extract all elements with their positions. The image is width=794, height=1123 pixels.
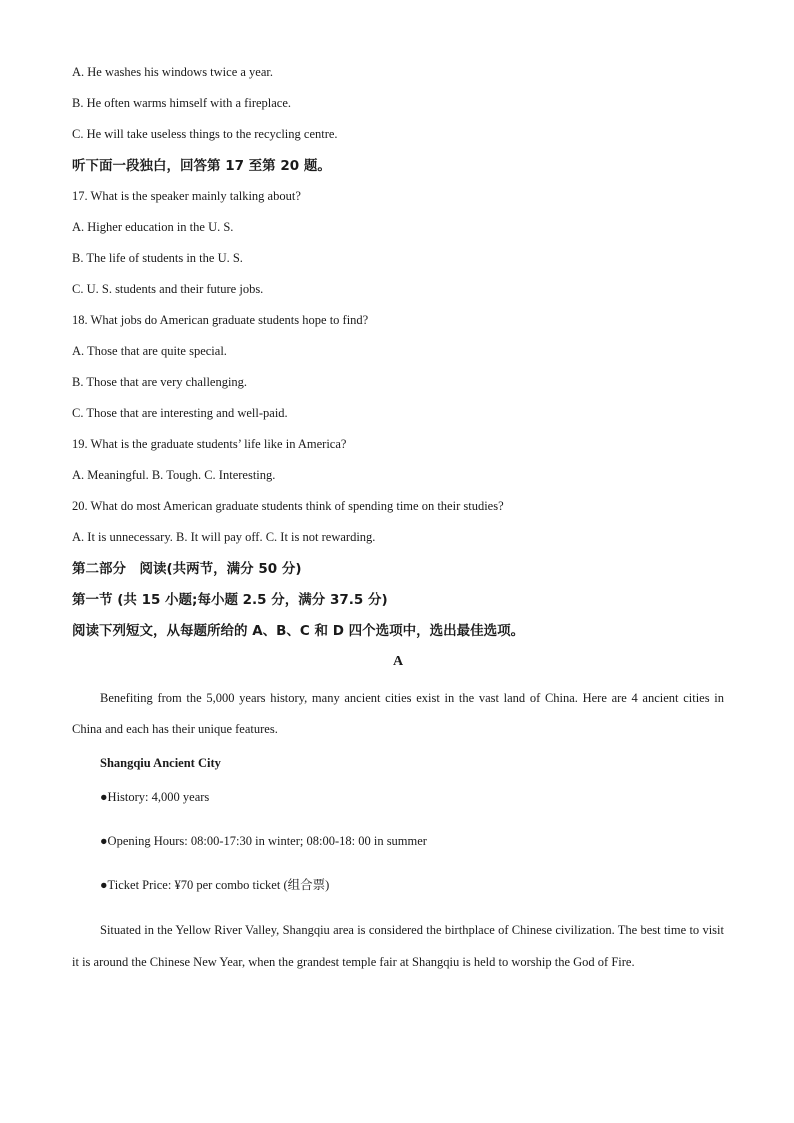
section-one-title: 第一节 (共 15 小题;每小题 2.5 分，满分 37.5 分)	[72, 592, 388, 608]
question-18-option-a: A. Those that are quite special.	[72, 344, 227, 358]
document-page	[72, 64, 724, 978]
question-18-option-c: C. Those that are interesting and well-paid.	[72, 406, 288, 420]
city-description-paragraph: Situated in the Yellow River Valley, Shangqiu area is considered the birthplace of Chinese civilization. The best time to visit it is around the Chinese New Year, when the grandest temple fair at Shangqiu is held to worship the God of Fire.	[72, 923, 724, 969]
city-name-heading: Shangqiu Ancient City	[100, 756, 221, 770]
question-19-stem: 19. What is the graduate students’ life like in America?	[72, 437, 347, 451]
question-18-stem: 18. What jobs do American graduate students hope to find?	[72, 313, 369, 327]
prev-option-c: C. He will take useless things to the recycling centre.	[72, 127, 338, 141]
prev-option-b: B. He often warms himself with a fireplace.	[72, 96, 292, 110]
passage-label: A	[392, 654, 404, 669]
city-hours-bullet: ●Opening Hours: 08:00-17:30 in winter; 08:00-18: 00 in summer	[100, 834, 427, 848]
city-history-bullet: ●History: 4,000 years	[100, 790, 210, 804]
intro-paragraph: Benefiting from the 5,000 years history, many ancient cities exist in the vast land of China. Here are 4 ancient cities in China and each has their unique features.	[72, 691, 724, 736]
question-20-options: A. It is unnecessary. B. It will pay off. C. It is not rewarding.	[72, 530, 376, 544]
question-20-stem: 20. What do most American graduate students think of spending time on their studies?	[72, 499, 504, 513]
prev-option-a: A. He washes his windows twice a year.	[72, 65, 273, 79]
question-17-option-c: C. U. S. students and their future jobs.	[72, 282, 264, 296]
city-ticket-bullet: ●Ticket Price: ¥70 per combo ticket (组合票)	[100, 878, 330, 892]
question-17-option-a: A. Higher education in the U. S.	[72, 220, 234, 234]
question-17-option-b: B. The life of students in the U. S.	[72, 251, 243, 265]
question-18-option-b: B. Those that are very challenging.	[72, 375, 248, 389]
part-two-title: 第二部分 阅读(共两节，满分 50 分)	[72, 561, 302, 577]
listening-section-instruction: 听下面一段独白，回答第 17 至第 20 题。	[72, 158, 331, 174]
reading-instruction: 阅读下列短文，从每题所给的 A、B、C 和 D 四个选项中，选出最佳选项。	[72, 623, 525, 639]
question-19-options: A. Meaningful. B. Tough. C. Interesting.	[72, 468, 276, 482]
question-17-stem: 17. What is the speaker mainly talking about?	[72, 189, 301, 203]
